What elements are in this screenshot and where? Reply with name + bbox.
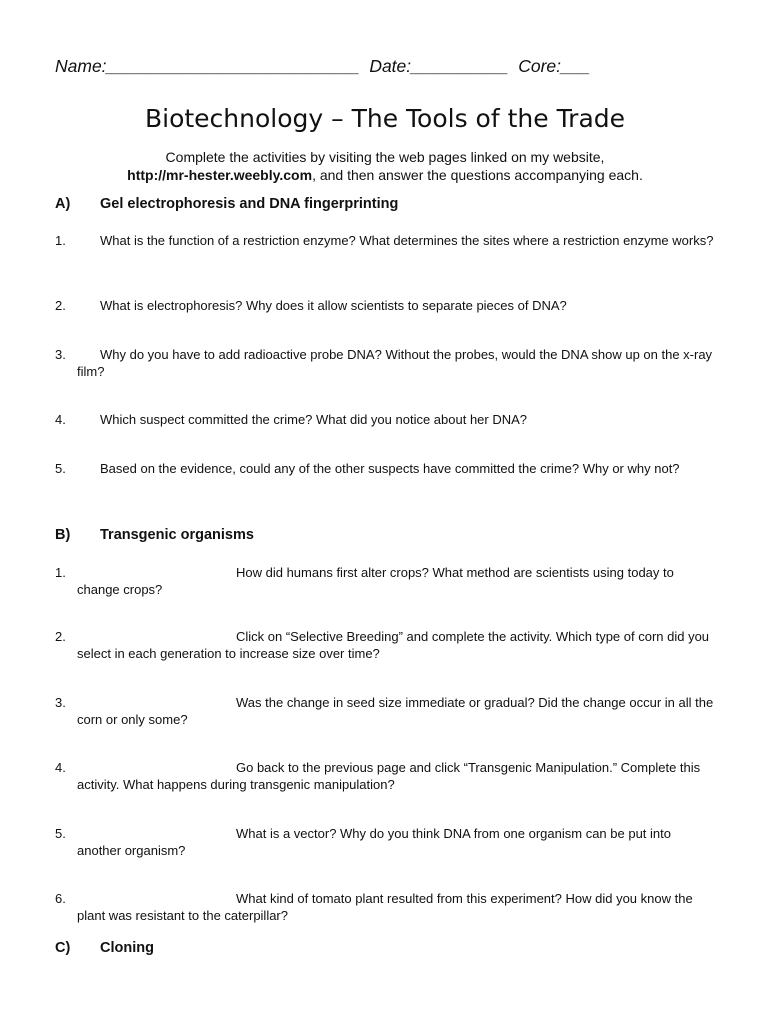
- question-b-1: [55, 564, 715, 598]
- question-text: Which suspect committed the crime? What did you notice about her DNA?: [100, 412, 528, 427]
- question-text: How did humans first alter crops? What method are scientists using today to change crops?: [77, 565, 674, 597]
- question-number: 3.: [55, 695, 66, 710]
- question-number: 3.: [55, 347, 66, 362]
- question-text: What is the function of a restriction enzyme? What determines the sites where a restriction enzyme works?: [100, 233, 714, 248]
- name-date-core-line: Name:__________________________ Date:__________ Core:___: [55, 56, 591, 76]
- question-text: Go back to the previous page and click “Transgenic Manipulation.” Complete this activity. What happens during transgenic manipulation?: [77, 760, 701, 792]
- question-number: 5.: [55, 826, 66, 841]
- page-title: Biotechnology – The Tools of the Trade: [144, 104, 626, 133]
- question-b-5: [55, 825, 715, 859]
- section-name: Gel electrophoresis and DNA fingerprinting: [100, 196, 399, 212]
- question-b-6: [55, 890, 715, 924]
- instructions: [0, 148, 770, 184]
- question-number: 6.: [55, 891, 66, 906]
- question-b-2: [55, 628, 715, 662]
- question-a-5: [55, 460, 715, 477]
- question-b-3: [55, 694, 715, 728]
- question-text: What is a vector? Why do you think DNA from one organism can be put into another organism?: [77, 826, 671, 858]
- instructions-line-2: , and then answer the questions accompanying each.: [312, 167, 643, 183]
- question-b-4: [55, 759, 715, 793]
- question-number: 4.: [55, 412, 66, 427]
- question-text: Why do you have to add radioactive probe DNA? Without the probes, would the DNA show up on the x-ray film?: [77, 347, 713, 379]
- question-number: 4.: [55, 760, 66, 775]
- question-a-3: [55, 346, 715, 380]
- section-letter: A): [55, 196, 71, 212]
- section-name: Transgenic organisms: [100, 527, 254, 543]
- question-text: What is electrophoresis? Why does it allow scientists to separate pieces of DNA?: [100, 298, 567, 313]
- question-number: 5.: [55, 461, 66, 476]
- section-name: Cloning: [100, 940, 154, 956]
- question-a-1: [55, 232, 715, 249]
- section-letter: C): [55, 940, 71, 956]
- question-number: 1.: [55, 233, 66, 248]
- question-text: Click on “Selective Breeding” and complete the activity. Which type of corn did you select in each generation to increase size over time?: [77, 629, 710, 661]
- instructions-line-1: Complete the activities by visiting the web pages linked on my website,: [165, 149, 605, 165]
- question-number: 1.: [55, 565, 66, 580]
- question-a-2: [55, 297, 715, 314]
- section-letter: B): [55, 527, 71, 543]
- question-a-4: [55, 411, 715, 428]
- question-text: Was the change in seed size immediate or gradual? Did the change occur in all the corn or only some?: [77, 695, 714, 727]
- question-number: 2.: [55, 629, 66, 644]
- question-text: Based on the evidence, could any of the other suspects have committed the crime? Why or why not?: [100, 461, 680, 476]
- question-text: What kind of tomato plant resulted from this experiment? How did you know the plant was resistant to the caterpillar?: [77, 891, 693, 923]
- question-number: 2.: [55, 298, 66, 313]
- website-url: http://mr-hester.weebly.com: [127, 167, 313, 183]
